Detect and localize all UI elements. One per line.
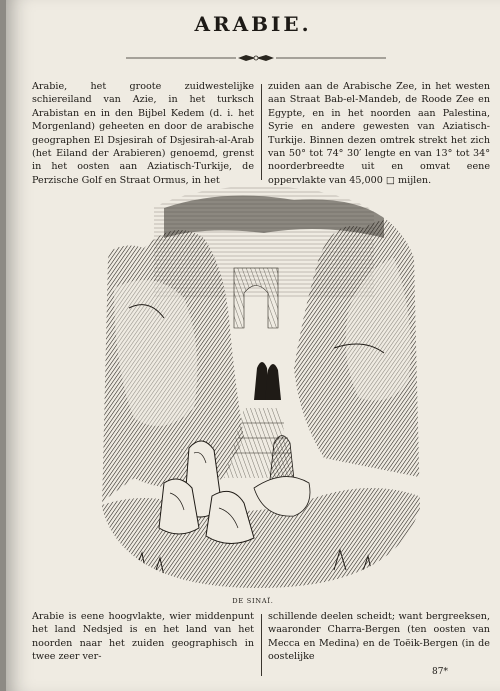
- illustration-caption: DE SINAÏ.: [232, 597, 274, 605]
- column-divider-bottom: [261, 614, 262, 676]
- intro-left-column: [32, 80, 254, 187]
- page-title: ARABIE.: [194, 12, 312, 36]
- intro-right-text: zuiden aan de Arabische Zee, in het westen aan Straat Bab-el-Mandeb, de Roode Zee en Egypte, en in het noorden aan Palestina, Syrie en andere gewesten van Aziatisch-Turkije. Binnen dezen omtrek strekt het zich van 50° tot 74° 30′ lengte en van 13° tot 34° noorderbreedte uit en omvat eene oppervlakte van 45,000 □ mijlen.: [268, 81, 490, 186]
- page-number: 87*: [432, 667, 448, 677]
- book-page: [6, 0, 500, 691]
- intro-right-column: [268, 80, 490, 187]
- body-left-column: [32, 610, 254, 664]
- body-left-text: Arabie is eene hoogvlakte, wier middenpunt het land Nedsjed is en het land van het noorden naar het zuiden geographisch in twee zeer ver-: [32, 611, 254, 663]
- title-ornament: [126, 54, 386, 62]
- column-divider: [261, 84, 262, 180]
- sinai-engraving: [94, 178, 424, 596]
- body-right-column: [268, 610, 490, 664]
- intro-left-text: Arabie, het groote zuidwestelijke schiereiland van Azie, in het turksch Arabistan en in den Bijbel Kedem (d. i. het Morgenland) geheeten en door de arabische geographen El Dsjesirah of Dsjesirah-al-Arab (het Eiland der Arabieren) genoemd, grenst in het oosten aan Aziatisch-Turkije, de Perzische Golf en Straat Ormus, in het: [32, 81, 254, 186]
- body-right-text: schillende deelen scheidt; want bergreeksen, waaronder Charra-Bergen (ten oosten van Mecca en Medina) en de Toëik-Bergen (in de oostelijke: [268, 611, 490, 663]
